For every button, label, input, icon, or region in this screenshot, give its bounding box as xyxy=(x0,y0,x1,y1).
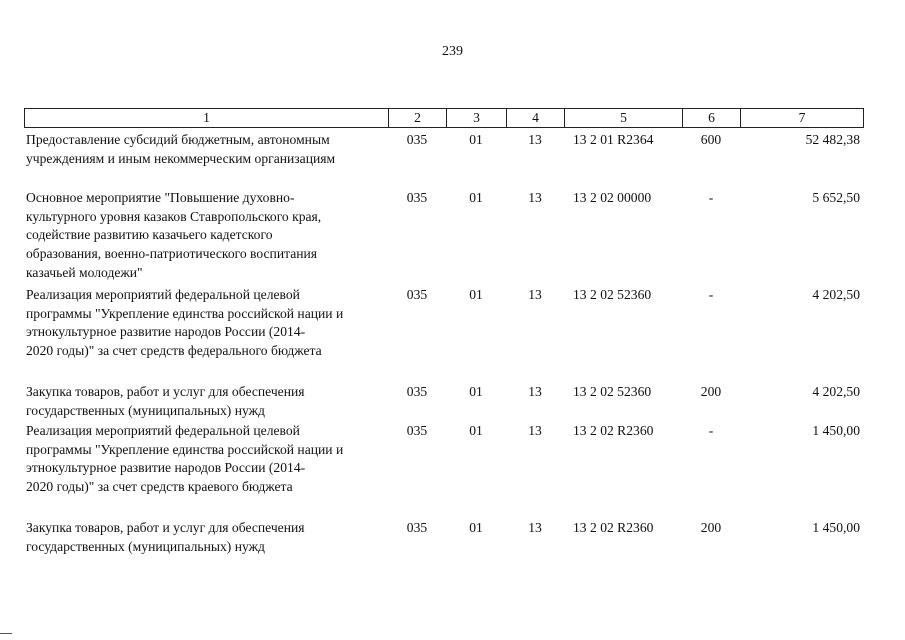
row-col-4: 13 xyxy=(528,132,542,147)
table-row xyxy=(24,189,862,283)
row-description: Реализация мероприятий федеральной целевой программы "Укрепление единства российской нации и этнокультурное развитие народов России (2014- 2020 годы)" за счет средств федерального бюджета xyxy=(26,287,344,359)
row-col-6: 200 xyxy=(700,520,722,535)
row-amount: 1 450,00 xyxy=(812,520,860,535)
row-col-4: 13 xyxy=(528,384,542,399)
table-row xyxy=(24,383,862,420)
row-col-3: 01 xyxy=(469,132,483,147)
header-col-1: 1 xyxy=(25,109,389,127)
scan-edge-mark xyxy=(0,633,12,634)
row-col-3: 01 xyxy=(469,520,483,535)
header-col-5: 5 xyxy=(565,109,683,127)
row-amount: 1 450,00 xyxy=(812,423,860,438)
row-amount: 4 202,50 xyxy=(812,287,860,302)
table-row xyxy=(24,286,862,361)
header-col-3: 3 xyxy=(447,109,507,127)
row-col-4: 13 xyxy=(528,423,542,438)
row-col-5: 13 2 01 R2364 xyxy=(573,132,654,147)
row-col-4: 13 xyxy=(528,520,542,535)
row-description: Основное мероприятие "Повышение духовно- культурного уровня казаков Ставропольского края, содействие развитию казачьего кадетского образования, военно-патриотического воспитания казачьей молодежи" xyxy=(26,190,322,280)
row-col-5: 13 2 02 52360 xyxy=(573,384,652,399)
row-amount: 5 652,50 xyxy=(812,190,860,205)
header-col-4: 4 xyxy=(507,109,565,127)
header-col-6: 6 xyxy=(683,109,741,127)
row-col-2: 035 xyxy=(406,520,428,535)
row-col-6: 200 xyxy=(700,384,722,399)
row-col-5: 13 2 02 R2360 xyxy=(573,423,654,438)
row-description: Реализация мероприятий федеральной целевой программы "Укрепление единства российской нации и этнокультурное развитие народов России (2014- 2020 годы)" за счет средств краевого бюджета xyxy=(26,423,344,495)
row-col-6: 600 xyxy=(700,132,722,147)
table-header xyxy=(24,108,864,128)
table-row xyxy=(24,422,862,497)
row-col-5: 13 2 02 R2360 xyxy=(573,520,654,535)
row-col-3: 01 xyxy=(469,384,483,399)
header-col-2: 2 xyxy=(389,109,447,127)
row-col-6: - xyxy=(708,190,714,205)
row-col-6: - xyxy=(708,423,714,438)
row-col-3: 01 xyxy=(469,423,483,438)
page-number: 239 xyxy=(442,44,463,59)
table-row xyxy=(24,519,862,556)
row-description: Предоставление субсидий бюджетным, автономным учреждениям и иным некоммерческим организациям xyxy=(26,132,336,166)
row-col-2: 035 xyxy=(406,423,428,438)
row-col-2: 035 xyxy=(406,384,428,399)
row-col-2: 035 xyxy=(406,190,428,205)
row-col-5: 13 2 02 00000 xyxy=(573,190,652,205)
row-description: Закупка товаров, работ и услуг для обеспечения государственных (муниципальных) нужд xyxy=(26,384,305,418)
row-amount: 52 482,38 xyxy=(805,132,860,147)
table-row xyxy=(24,131,862,168)
row-col-6: - xyxy=(708,287,714,302)
row-col-3: 01 xyxy=(469,287,483,302)
header-col-7: 7 xyxy=(798,110,806,125)
row-col-4: 13 xyxy=(528,190,542,205)
row-col-2: 035 xyxy=(406,132,428,147)
row-amount: 4 202,50 xyxy=(812,384,860,399)
row-description: Закупка товаров, работ и услуг для обеспечения государственных (муниципальных) нужд xyxy=(26,520,305,554)
row-col-5: 13 2 02 52360 xyxy=(573,287,652,302)
row-col-3: 01 xyxy=(469,190,483,205)
row-col-4: 13 xyxy=(528,287,542,302)
row-col-2: 035 xyxy=(406,287,428,302)
